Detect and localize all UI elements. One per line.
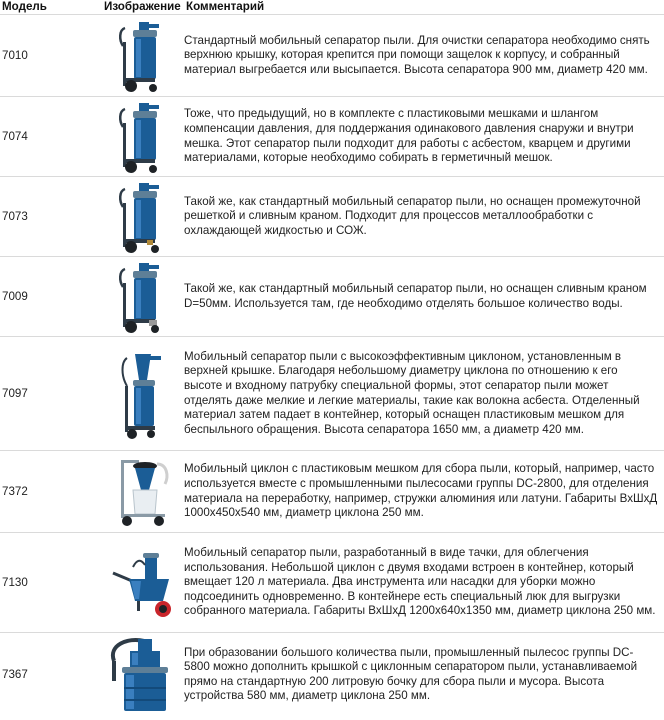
image-cell (102, 15, 184, 97)
table-row (0, 451, 664, 533)
image-cell (102, 533, 184, 633)
model-cell: 7372 (0, 451, 102, 533)
model-cell: 7367 (0, 633, 102, 717)
model-cell: 7130 (0, 533, 102, 633)
model-cell: 7009 (0, 257, 102, 337)
model-cell: 7074 (0, 97, 102, 177)
comment-cell: Тоже, что предыдущий, но в комплекте с пластиковыми мешками и шлангом компенсации давления, для поддержания одинакового давления снаружи и внутри мешка. Этот сепаратор пыли подходит для работы с асбестом, кварцем и другими материалами, которые необходимо собирать в герметичный мешок. (184, 97, 664, 177)
comment-cell: Мобильный циклон с пластиковым мешком для сбора пыли, который, например, часто используется вместе с промышленными пылесосами группы DC-2800, для отделения материала на переработку, например, стружки алюминия или латуни. Габариты ВхШхД 1000х450х540 мм, диаметр циклона 250 мм. (184, 451, 664, 533)
separator-icon (113, 18, 173, 94)
table-row (0, 177, 664, 257)
comment-cell: Мобильный сепаратор пыли, разработанный в виде тачки, для облегчения использования. Небольшой циклон с двумя входами встроен в контейнер, который вмещает 120 л материала. Два инструмента или насадки для уборки можно подсоединить одновременно. В контейнере есть специальный люк для выгрузки собранного материала. Габариты ВхШхД 1200х640х1350 мм, диаметр циклона 250 мм. (184, 533, 664, 633)
cart-cyclone-icon (111, 454, 175, 530)
table-row (0, 15, 664, 97)
separator-icon (113, 179, 173, 255)
cyclone-icon (113, 346, 173, 442)
image-cell (102, 97, 184, 177)
comment-cell: Стандартный мобильный сепаратор пыли. Для очистки сепаратора необходимо снять верхнюю крышку, которая крепится при помощи защелок к корпусу, и собранный материал выгребается или высыпается. Высота сепаратора 900 мм, диаметр 420 мм. (184, 15, 664, 97)
table-row (0, 97, 664, 177)
image-cell (102, 177, 184, 257)
table-row (0, 257, 664, 337)
image-cell (102, 257, 184, 337)
table-header-row (0, 0, 664, 15)
table-row (0, 337, 664, 451)
image-cell (102, 633, 184, 717)
separator-icon (113, 99, 173, 175)
comment-cell: Такой же, как стандартный мобильный сепаратор пыли, но оснащен сливным краном D=50мм. Используется там, где необходимо отделять большое количество воды. (184, 257, 664, 337)
header-comment: Комментарий (186, 0, 265, 13)
comment-cell: При образовании большого количества пыли, промышленный пылесос группы DC-5800 можно дополнить крышкой с циклонным сепаратором пыли, устанавливаемой прямо на стандартную 200 литровую бочку для сбора пыли и мусора. Высота устройства 580 мм, диаметр циклона 250 мм. (184, 633, 664, 717)
image-cell (102, 337, 184, 451)
model-cell: 7010 (0, 15, 102, 97)
barrel-lid-icon (104, 635, 182, 715)
table-row (0, 633, 664, 717)
header-image: Изображение (104, 0, 181, 13)
comment-cell: Такой же, как стандартный мобильный сепаратор пыли, но оснащен промежуточной решеткой и сливным краном. Подходит для процессов металлообработки с охлаждающей жидкостью и СОЖ. (184, 177, 664, 257)
model-cell: 7073 (0, 177, 102, 257)
image-cell (102, 451, 184, 533)
table-row (0, 533, 664, 633)
comment-cell: Мобильный сепаратор пыли с высокоэффективным циклоном, установленным в верхней крышке. Благодаря небольшому диаметру циклона по отношению к его высоте и входному патрубку специальной формы, этот сепаратор пыли может отделять даже мелкие и легкие материалы, такие как волокна асбеста. Отделенный материал затем падает в контейнер, который оснащен пластиковым мешком для беспыльного обращения. Высота сепаратора 1650 мм, а диаметр 420 мм. (184, 337, 664, 451)
header-model: Модель (2, 0, 47, 13)
separator-icon (113, 259, 173, 335)
model-cell: 7097 (0, 337, 102, 451)
wheelbarrow-icon (107, 543, 179, 623)
